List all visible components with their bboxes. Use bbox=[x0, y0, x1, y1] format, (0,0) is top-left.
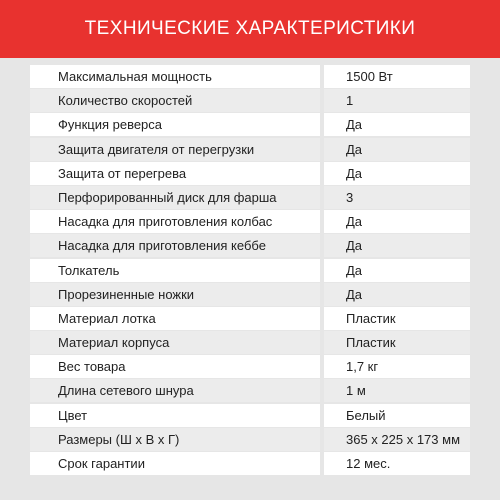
table-row bbox=[30, 113, 470, 137]
spec-value: 1 bbox=[324, 89, 470, 112]
table-row bbox=[30, 428, 470, 452]
table-row bbox=[30, 186, 470, 210]
spec-value: 1,7 кг bbox=[324, 355, 470, 378]
header-banner bbox=[0, 0, 500, 58]
table-row bbox=[30, 210, 470, 234]
specs-table bbox=[30, 65, 470, 476]
spec-name: Функция реверса bbox=[30, 113, 320, 136]
spec-name: Перфорированный диск для фарша bbox=[30, 186, 320, 209]
table-row bbox=[30, 162, 470, 186]
spec-value: 365 х 225 х 173 мм bbox=[324, 428, 470, 451]
spec-name: Защита двигателя от перегрузки bbox=[30, 138, 320, 161]
spec-name: Насадка для приготовления колбас bbox=[30, 210, 320, 233]
spec-value: Да bbox=[324, 162, 470, 185]
table-row bbox=[30, 283, 470, 307]
spec-value: Да bbox=[324, 259, 470, 282]
spec-name: Размеры (Ш х В х Г) bbox=[30, 428, 320, 451]
table-row bbox=[30, 259, 470, 283]
spec-value: Пластик bbox=[324, 331, 470, 354]
spec-name: Материал лотка bbox=[30, 307, 320, 330]
spec-value: Да bbox=[324, 234, 470, 257]
spec-name: Длина сетевого шнура bbox=[30, 379, 320, 402]
spec-value: 12 мес. bbox=[324, 452, 470, 475]
spec-name: Насадка для приготовления кеббе bbox=[30, 234, 320, 257]
spec-value: 1500 Вт bbox=[324, 65, 470, 88]
table-row bbox=[30, 404, 470, 428]
spec-name: Вес товара bbox=[30, 355, 320, 378]
spec-name: Защита от перегрева bbox=[30, 162, 320, 185]
spec-value: Белый bbox=[324, 404, 470, 427]
spec-value: Пластик bbox=[324, 307, 470, 330]
table-row bbox=[30, 307, 470, 331]
table-row bbox=[30, 379, 470, 403]
page-title: ТЕХНИЧЕСКИЕ ХАРАКТЕРИСТИКИ bbox=[84, 18, 416, 39]
table-row bbox=[30, 331, 470, 355]
table-row bbox=[30, 138, 470, 162]
table-row bbox=[30, 234, 470, 258]
spec-name: Количество скоростей bbox=[30, 89, 320, 112]
spec-value: 3 bbox=[324, 186, 470, 209]
spec-name: Материал корпуса bbox=[30, 331, 320, 354]
spec-value: 1 м bbox=[324, 379, 470, 402]
spec-value: Да bbox=[324, 138, 470, 161]
table-row bbox=[30, 452, 470, 476]
spec-value: Да bbox=[324, 113, 470, 136]
spec-name: Толкатель bbox=[30, 259, 320, 282]
spec-name: Максимальная мощность bbox=[30, 65, 320, 88]
spec-name: Прорезиненные ножки bbox=[30, 283, 320, 306]
table-row bbox=[30, 89, 470, 113]
table-row bbox=[30, 355, 470, 379]
spec-name: Срок гарантии bbox=[30, 452, 320, 475]
table-row bbox=[30, 65, 470, 89]
spec-value: Да bbox=[324, 210, 470, 233]
spec-name: Цвет bbox=[30, 404, 320, 427]
spec-value: Да bbox=[324, 283, 470, 306]
